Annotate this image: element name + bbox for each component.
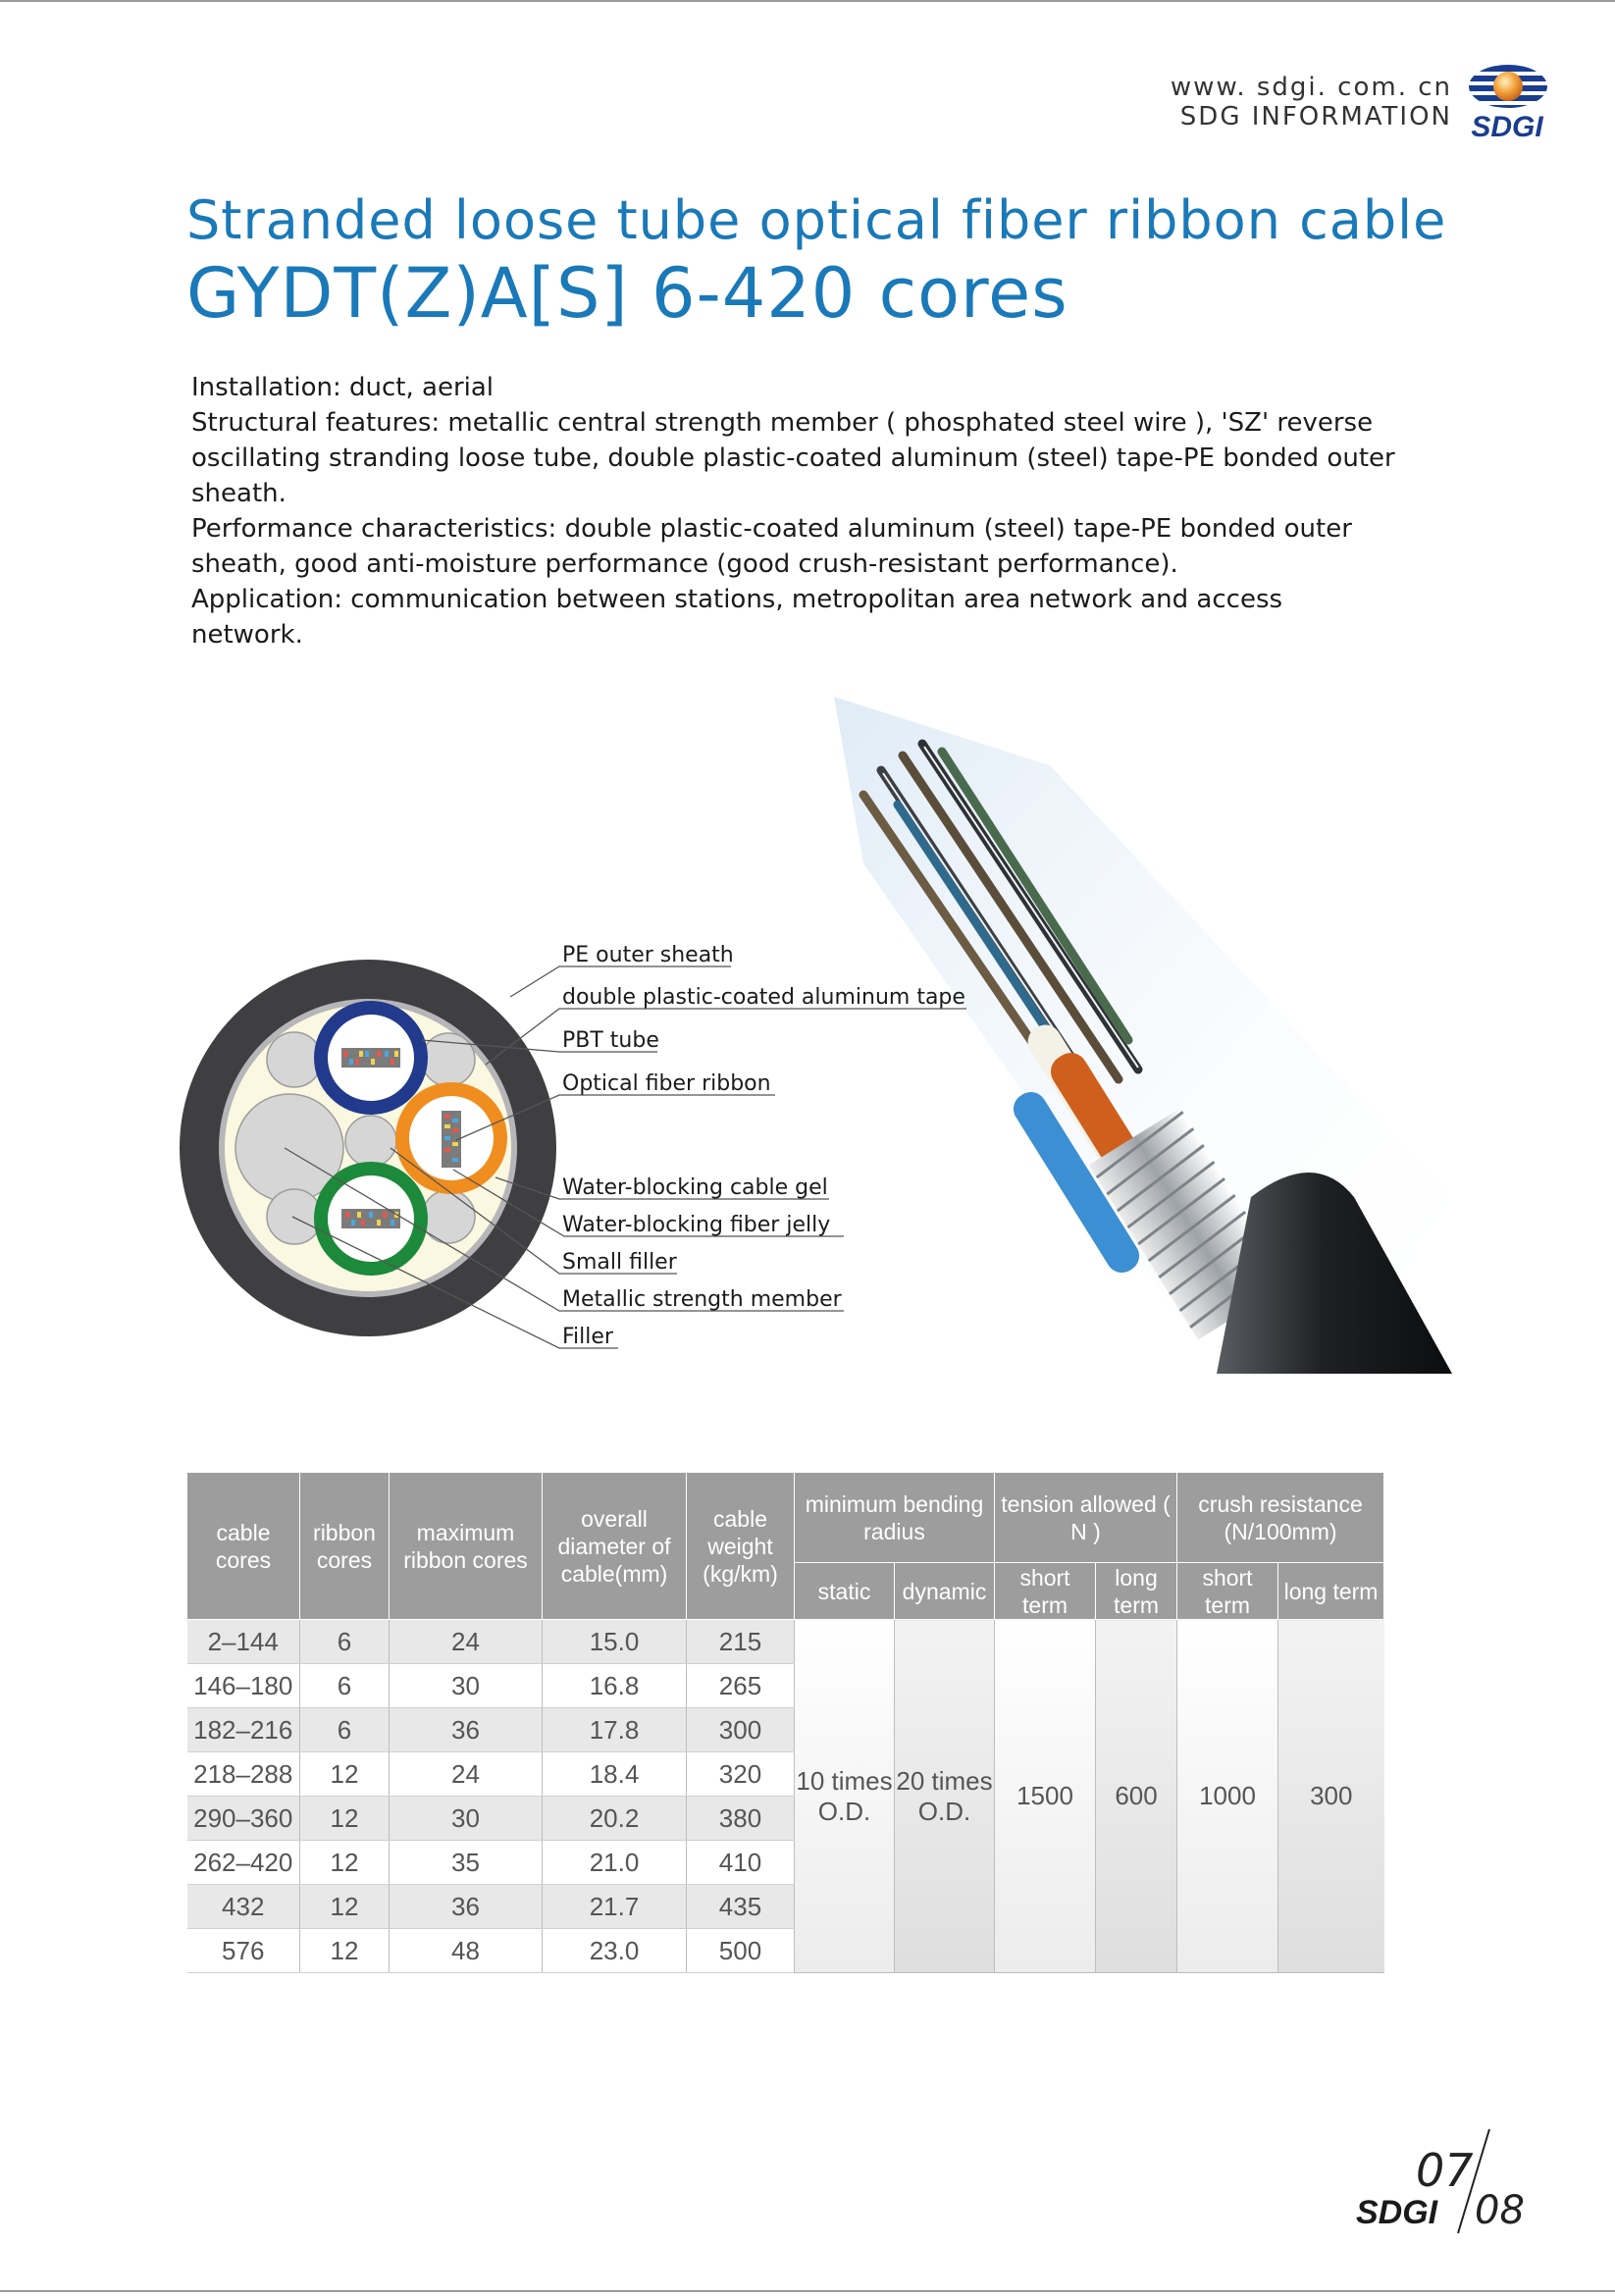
- current-page-number: 07: [1416, 2144, 1474, 2197]
- logo-wordmark: SDGI: [1471, 111, 1543, 143]
- cell-weight: 435: [687, 1885, 795, 1929]
- specification-table: [186, 1472, 1384, 1973]
- label-optical-fiber-ribbon: Optical fiber ribbon: [562, 1071, 771, 1096]
- cell-ribbon-cores: 6: [300, 1664, 390, 1708]
- cell-cable-cores: 146–180: [187, 1664, 300, 1708]
- label-metallic-strength-member: Metallic strength member: [562, 1287, 842, 1312]
- header-ribbon-cores: ribbon cores: [300, 1473, 390, 1620]
- cell-max-ribbon: 30: [390, 1664, 543, 1708]
- cell-tension-short: 1500: [995, 1620, 1096, 1973]
- header-crush-resistance: crush resistance (N/100mm): [1177, 1473, 1384, 1563]
- header-cable-cores: cable cores: [187, 1473, 300, 1620]
- small-filler-shape: [345, 1116, 396, 1167]
- cell-diameter: 16.8: [543, 1664, 687, 1708]
- cell-cable-cores: 432: [187, 1885, 300, 1929]
- label-water-blocking-fiber-jelly: Water-blocking fiber jelly: [562, 1213, 831, 1237]
- label-small-filler: Small filler: [562, 1250, 677, 1275]
- header-tension-short-term: short term: [995, 1563, 1096, 1620]
- cell-ribbon-cores: 12: [300, 1797, 390, 1841]
- cell-diameter: 17.8: [543, 1708, 687, 1752]
- cell-tension-long: 600: [1096, 1620, 1177, 1973]
- cell-crush-short: 1000: [1177, 1620, 1278, 1973]
- cell-diameter: 21.0: [543, 1841, 687, 1885]
- label-aluminum-tape: double plastic-coated aluminum tape: [562, 985, 965, 1010]
- cell-cable-cores: 2–144: [187, 1620, 300, 1664]
- cell-weight: 320: [687, 1752, 795, 1797]
- table-row: [187, 1620, 1384, 1664]
- cell-diameter: 21.7: [543, 1885, 687, 1929]
- label-pbt-tube: PBT tube: [562, 1028, 659, 1053]
- top-border: [0, 0, 1615, 2]
- label-pe-outer-sheath: PE outer sheath: [562, 943, 734, 967]
- cell-ribbon-cores: 6: [300, 1620, 390, 1664]
- cell-crush-long: 300: [1278, 1620, 1384, 1973]
- cell-cable-cores: 182–216: [187, 1708, 300, 1752]
- cell-ribbon-cores: 12: [300, 1841, 390, 1885]
- header-tension-allowed: tension allowed ( N ): [995, 1473, 1177, 1563]
- company-name: SDG INFORMATION: [1179, 102, 1452, 131]
- cell-weight: 500: [687, 1929, 795, 1973]
- cell-max-ribbon: 30: [390, 1797, 543, 1841]
- header-max-ribbon-cores: maximum ribbon cores: [390, 1473, 543, 1620]
- label-water-blocking-cable-gel: Water-blocking cable gel: [562, 1175, 828, 1200]
- cell-ribbon-cores: 6: [300, 1708, 390, 1752]
- cell-dynamic-bending: 20 times O.D.: [895, 1620, 995, 1973]
- header-min-bending-radius: minimum bending radius: [795, 1473, 995, 1563]
- cell-weight: 410: [687, 1841, 795, 1885]
- header-contact: [1171, 73, 1452, 131]
- product-title: Stranded loose tube optical fiber ribbon cable: [186, 189, 1447, 251]
- cell-weight: 265: [687, 1664, 795, 1708]
- installation-text: Installation: duct, aerial: [191, 373, 495, 402]
- cell-max-ribbon: 35: [390, 1841, 543, 1885]
- cell-ribbon-cores: 12: [300, 1885, 390, 1929]
- header-dynamic: dynamic: [895, 1563, 995, 1620]
- header-crush-long-term: long term: [1278, 1563, 1384, 1620]
- next-page-number: 08: [1475, 2188, 1525, 2233]
- product-description: [191, 370, 1398, 652]
- cell-weight: 215: [687, 1620, 795, 1664]
- cell-max-ribbon: 36: [390, 1885, 543, 1929]
- structure-text: Structural features: metallic central strength member ( phosphated steel wire ), 'SZ' reverse oscillating stranding loose tube, double plastic-coated aluminum (steel) tape-PE bonded outer sheath.: [191, 408, 1395, 508]
- cell-weight: 300: [687, 1708, 795, 1752]
- cell-diameter: 15.0: [543, 1620, 687, 1664]
- bottom-border: [0, 2290, 1615, 2292]
- application-text: Application: communication between stations, metropolitan area network and access network.: [191, 585, 1283, 650]
- sdgi-logo: [1464, 59, 1552, 143]
- header-cable-weight: cable weight (kg/km): [687, 1473, 795, 1620]
- footer-brand: SDGI: [1356, 2194, 1438, 2231]
- cell-max-ribbon: 24: [390, 1620, 543, 1664]
- cell-max-ribbon: 24: [390, 1752, 543, 1797]
- header-overall-diameter: overall diameter of cable(mm): [543, 1473, 687, 1620]
- cell-diameter: 20.2: [543, 1797, 687, 1841]
- cell-diameter: 23.0: [543, 1929, 687, 1973]
- cell-cable-cores: 218–288: [187, 1752, 300, 1797]
- header-tension-long-term: long term: [1096, 1563, 1177, 1620]
- cell-max-ribbon: 36: [390, 1708, 543, 1752]
- cell-max-ribbon: 48: [390, 1929, 543, 1973]
- cell-cable-cores: 290–360: [187, 1797, 300, 1841]
- product-model: GYDT(Z)A[S] 6-420 cores: [186, 253, 1068, 334]
- label-filler: Filler: [562, 1325, 613, 1349]
- page-number: [1352, 2127, 1538, 2235]
- cell-ribbon-cores: 12: [300, 1929, 390, 1973]
- cell-cable-cores: 576: [187, 1929, 300, 1973]
- performance-text: Performance characteristics: double plastic-coated aluminum (steel) tape-PE bonded outer sheath, good anti-moisture performance (good crush-resistant performance).: [191, 514, 1352, 579]
- website-text: www. sdgi. com. cn: [1170, 73, 1452, 102]
- cell-static-bending: 10 times O.D.: [795, 1620, 895, 1973]
- header-static: static: [795, 1563, 895, 1620]
- cell-diameter: 18.4: [543, 1752, 687, 1797]
- cell-cable-cores: 262–420: [187, 1841, 300, 1885]
- cell-ribbon-cores: 12: [300, 1752, 390, 1797]
- cable-cross-section-diagram: [0, 883, 1615, 1393]
- cell-weight: 380: [687, 1797, 795, 1841]
- header-crush-short-term: short term: [1177, 1563, 1278, 1620]
